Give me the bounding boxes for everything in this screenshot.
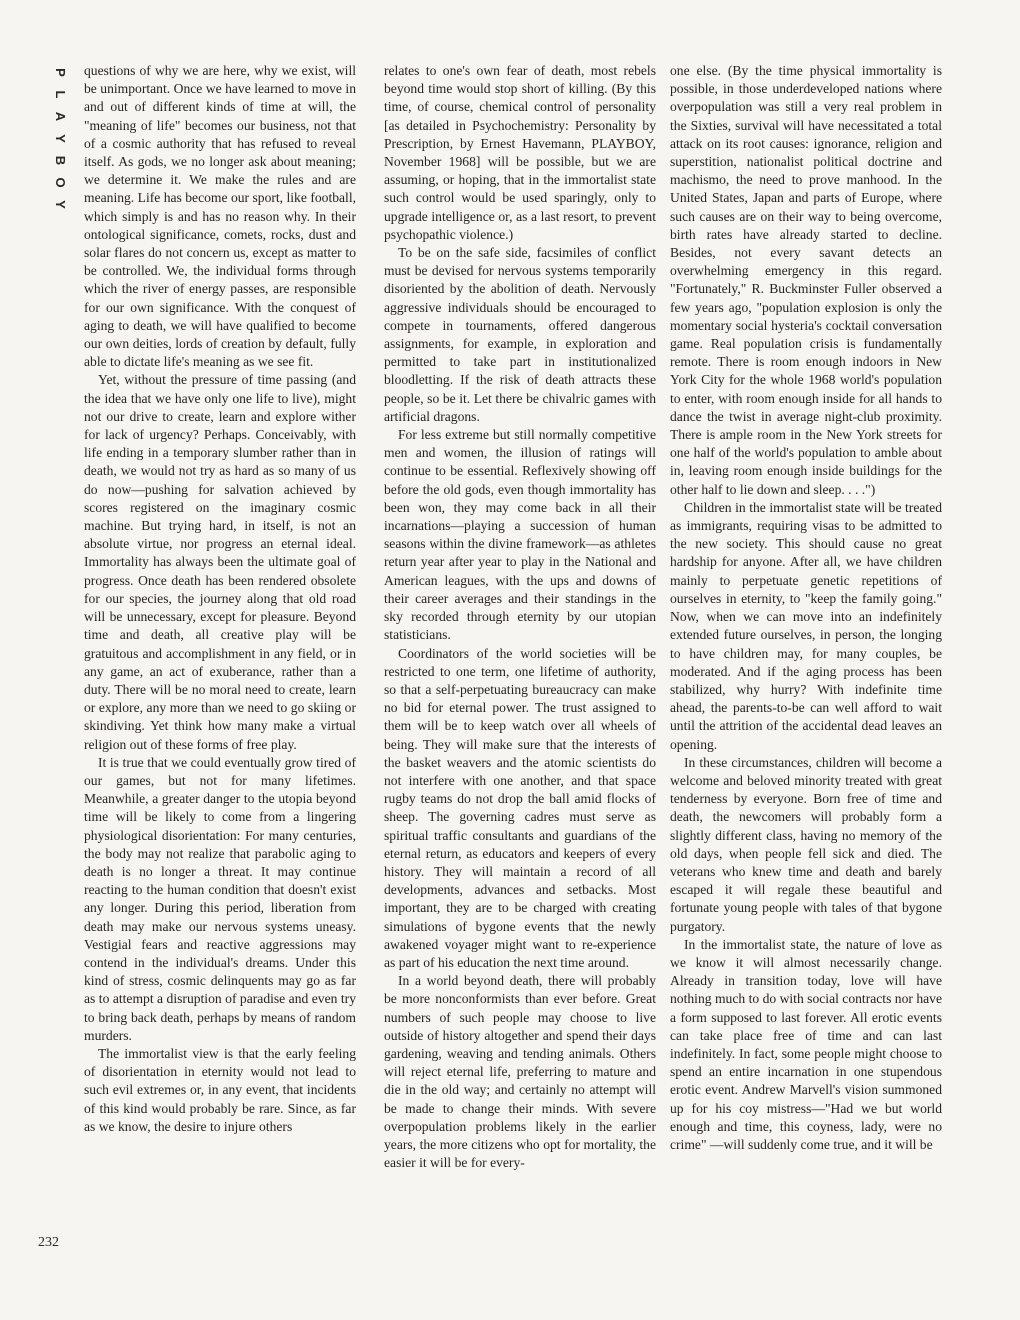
section-label-vertical [40, 62, 80, 216]
section-label-letter: O [53, 177, 68, 189]
paragraph: For less extreme but still normally competitive men and women, the illusion of ratings will continue to be essential. Reflexively showing off before the old gods, even though immortality has been won, they may come back in all their incarnations—playing a succession of human seasons within the divine framework—as athletes return year after year to play in the National and American leagues, with the ups and downs of their career averages and their standings in the sky recorded through eternity by our utopian statisticians. [384, 427, 656, 643]
paragraph: The immortalist view is that the early feeling of disorientation in eternity would not lead to such evil extremes or, in any event, that incidents of this kind would probably be rare. Since, as far as we know, the desire to injure others [84, 1045, 356, 1134]
text-column-2 [384, 62, 656, 1262]
text-column-3 [670, 62, 942, 1262]
paragraph: In the immortalist state, the nature of love as we know it will almost necessarily change. Already in transition today, love will have nothing much to do with social contracts nor have a form supposed to last forever. All erotic events can take place free of time and can last indefinitely. In fact, some people might choose to spend an entire incarnation in one stupendous erotic event. Andrew Marvell's vision summoned up for his coy mistress—"Had we but world enough and time, this coyness, lady, were no crime" —will suddenly come true, and it will be [670, 936, 942, 1152]
paragraph: To be on the safe side, facsimiles of conflict must be devised for nervous systems temporarily disoriented by the abolition of death. Nervously aggressive individuals should be encouraged to compete in tournaments, offered dangerous assignments, for example, in exploration and permitted to take part in institutionalized bloodletting. If the risk of death attracts these people, so be it. Let there be chivalric games with artificial dragons. [384, 245, 656, 424]
paragraph: Children in the immortalist state will be treated as immigrants, requiring visas to be admitted to the new society. This should cause no great hardship for anyone. After all, we have children mainly to perpetuate genetic repetitions of ourselves in eternity, to "keep the family going." Now, when we can move into an indefinitely extended future ourselves, in person, the longing to have children may, for many couples, be moderated. And if the aging process has been stabilized, why hurry? With indefinite time ahead, the parents-to-be can well afford to wait until the attrition of the accidental dead leaves an opening. [670, 499, 942, 752]
section-label-letter: A [53, 111, 68, 123]
paragraph: Coordinators of the world societies will be restricted to one term, one lifetime of authority, so that a self-perpetuating bureaucracy can make no bid for eternal power. The trust assigned to them will be to keep watch over all wheels of being. They will make sure that the interests of the basket weavers and the atomic scientists do not interfere with one another, and that space rugby teams do not drop the ball amid flocks of sheep. The governing cadres must serve as spiritual traffic consultants and guardians of the eternal return, as educators and keepers of every history. They will maintain a record of all developments, advances and setbacks. Most important, they are to be charged with creating simulations of bygone events that the newly awakened voyager might want to re-experience as part of his education the next time around. [384, 645, 656, 970]
paragraph: one else. (By the time physical immortality is possible, in those underdeveloped nations where overpopulation was still a very real problem in the Sixties, survival will have necessitated a total attack on its root causes: ignorance, religion and superstition, nationalist political doctrine and machismo, the need to prove manhood. In the United States, Japan and parts of Europe, where such causes are on their way to being overcome, birth rates have already started to decline. Besides, not every savant detects an overwhelming emergency in this regard. "Fortunately," R. Buckminster Fuller observed a few years ago, "population explosion is only the momentary social hysteria's cocktail conversation game. Real population crisis is fundamentally remote. There is room enough indoors in New York City for the whole 1968 world's population to enter, with room enough inside for all hands to dance the twist in average night-club proximity. There is ample room in the New York streets for one half of the world's population to amble about in, leaving room enough inside buildings for the other half to lie down and sleep. . . .") [670, 63, 942, 497]
section-label-letter: Y [53, 200, 68, 210]
paragraph: It is true that we could eventually grow tired of our games, but not for many lifetimes. Meanwhile, a greater danger to the utopia beyond time will be likely to come from a lingering physiological disorientation: For many centuries, the body may not realize that parabolic aging to death is no longer a threat. It may continue reacting to the human condition that doesn't exist any longer. During this period, liberation from death may make our nervous systems uneasy. Vestigial fears and reactive aggressions may contend in the individual's dreams. Under this kind of stress, cosmic delinquents may go as far as to attempt a disruption of paradise and even try to bring back death, perhaps by means of random murders. [84, 754, 356, 1043]
section-label-letter: P [53, 68, 68, 78]
paragraph: relates to one's own fear of death, most rebels beyond time would stop short of killing. (By this time, of course, chemical control of personality [as detailed in Psychochemistry: Personality by Prescription, by Ernest Havemann, PLAYBOY, November 1968] will be possible, but we are assuming, or hoping, that in the immortalist state such control would be used sparingly, only to upgrade intelligence or, as a last resort, to prevent psychopathic violence.) [384, 63, 656, 242]
paragraph: questions of why we are here, why we exist, will be unimportant. Once we have learned to move in and out of different kinds of time at will, the "meaning of life" becomes our business, not that of a cosmic authority that has refused to reveal itself. As gods, we no longer ask about meaning; we determine it. We make the rules and are meaning. Life has become our sport, like football, which simply is and has no reason why. In their ontological significance, comets, rocks, dust and solar flares do not concern us, except as matter to be controlled. We, the individual forms through which the river of energy passes, are responsible for our own significance. With the conquest of aging to death, we will have qualified to become our own deities, lords of creation by default, fully able to dictate life's meaning as we see fit. [84, 63, 356, 370]
paragraph: In a world beyond death, there will probably be more nonconformists than ever before. Great numbers of such people may choose to live outside of history altogether and spend their days gardening, weaving and tending animals. Others will reject eternal life, preferring to mature and die in the old way; and certainly no attempt will be made to change their minds. With severe overpopulation problems likely in the earlier years, the more citizens who opt for mortality, the easier it will be for every- [384, 973, 656, 1171]
section-label-letter: B [53, 155, 68, 167]
paragraph: Yet, without the pressure of time passing (and the idea that we have only one life to live), might not our drive to create, learn and explore wither for lack of urgency? Perhaps. Conceivably, with life ending in a temporary slumber rather than in death, we would not try as hard as so many of us do now—pushing for salvation achieved by scores registered on the imaginary cosmic machine. But trying hard, in itself, is not an absolute virtue, nor progress an eternal ideal. Immortality has always been the ultimate goal of progress. Once death has been rendered obsolete for our species, the journey along that old road will be unnecessary, except for pleasure. Beyond time and death, all creative play will be gratuitous and accomplishment in any field, or in any game, an act of exuberance, rather than a duty. There will be no moral need to create, learn or explore, any more than we need to go skiing or skindiving. Yet think how many make a virtual religion out of these forms of free play. [84, 372, 356, 752]
page-number: 232 [38, 1235, 59, 1250]
section-label-letter: Y [53, 134, 68, 144]
paragraph: In these circumstances, children will become a welcome and beloved minority treated with great tenderness by everyone. Born free of time and death, the newcomers will probably form a slightly different class, having no memory of the old days, when people fell sick and died. The veterans who knew time and death and barely escaped it will regale these beautiful and fortunate young people with tales of that bygone purgatory. [670, 754, 942, 934]
section-label-letter: L [53, 90, 68, 100]
text-column-1 [84, 62, 356, 1262]
